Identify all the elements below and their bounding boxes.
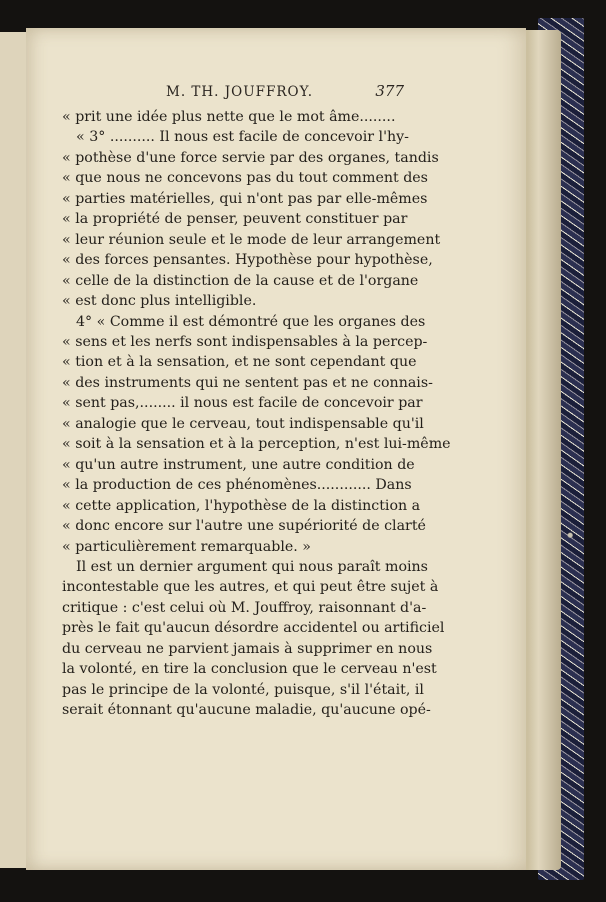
text-line: « sent pas,........ il nous est facile de concevoir par: [62, 395, 423, 412]
text-line: serait étonnant qu'aucune maladie, qu'aucune opé-: [62, 702, 431, 719]
text-line: « particulièrement remarquable. »: [62, 538, 311, 555]
text-line: « prit une idée plus nette que le mot âme........: [62, 109, 396, 125]
text-line: « analogie que le cerveau, tout indispensable qu'il: [62, 415, 424, 432]
page-header: [66, 80, 404, 104]
text-line: « tion et à la sensation, et ne sont cependant que: [62, 354, 417, 371]
text-line: pas le principe de la volonté, puisque, s'il l'était, il: [62, 681, 424, 698]
text-line: « des instruments qui ne sentent pas et ne connais-: [62, 374, 433, 391]
text-line: la volonté, en tire la conclusion que le cerveau n'est: [62, 661, 437, 678]
text-line: « 3° .......... Il nous est facile de concevoir l'hy-: [76, 129, 409, 146]
text-line: Il est un dernier argument qui nous paraît moins: [76, 558, 428, 575]
page-number: 377: [375, 82, 404, 100]
body-text: [62, 107, 451, 721]
text-line: « leur réunion seule et le mode de leur arrangement: [62, 231, 441, 248]
text-line: « la propriété de penser, peuvent constituer par: [62, 211, 408, 228]
text-line: « pothèse d'une force servie par des organes, tandis: [62, 149, 439, 166]
text-line: « qu'un autre instrument, une autre condition de: [62, 456, 415, 473]
text-line: « la production de ces phénomènes............ Dans: [62, 477, 412, 494]
text-line: critique : c'est celui où M. Jouffroy, raisonnant d'a-: [62, 599, 427, 616]
text-line: du cerveau ne parvient jamais à supprimer en nous: [62, 640, 433, 657]
text-line: « parties matérielles, qui n'ont pas par elle-mêmes: [62, 190, 428, 207]
text-line: « cette application, l'hypothèse de la distinction a: [62, 497, 421, 514]
running-head: M. TH. JOUFFROY.: [166, 84, 314, 100]
text-line: 4° « Comme il est démontré que les organes des: [76, 313, 426, 330]
text-line: incontestable que les autres, et qui peut être sujet à: [62, 579, 439, 596]
text-line: « est donc plus intelligible.: [62, 293, 257, 310]
text-line: « celle de la distinction de la cause et de l'organe: [62, 272, 419, 289]
text-line: « soit à la sensation et à la perception, n'est lui-même: [62, 436, 451, 453]
text-line: « donc encore sur l'autre une supériorité de clarté: [62, 518, 426, 535]
text-line: « sens et les nerfs sont indispensables à la percep-: [62, 333, 428, 350]
text-line: « des forces pensantes. Hypothèse pour hypothèse,: [62, 252, 433, 269]
text-line: « que nous ne concevons pas du tout comment des: [62, 170, 428, 187]
text-line: près le fait qu'aucun désordre accidentel ou artificiel: [62, 620, 445, 637]
